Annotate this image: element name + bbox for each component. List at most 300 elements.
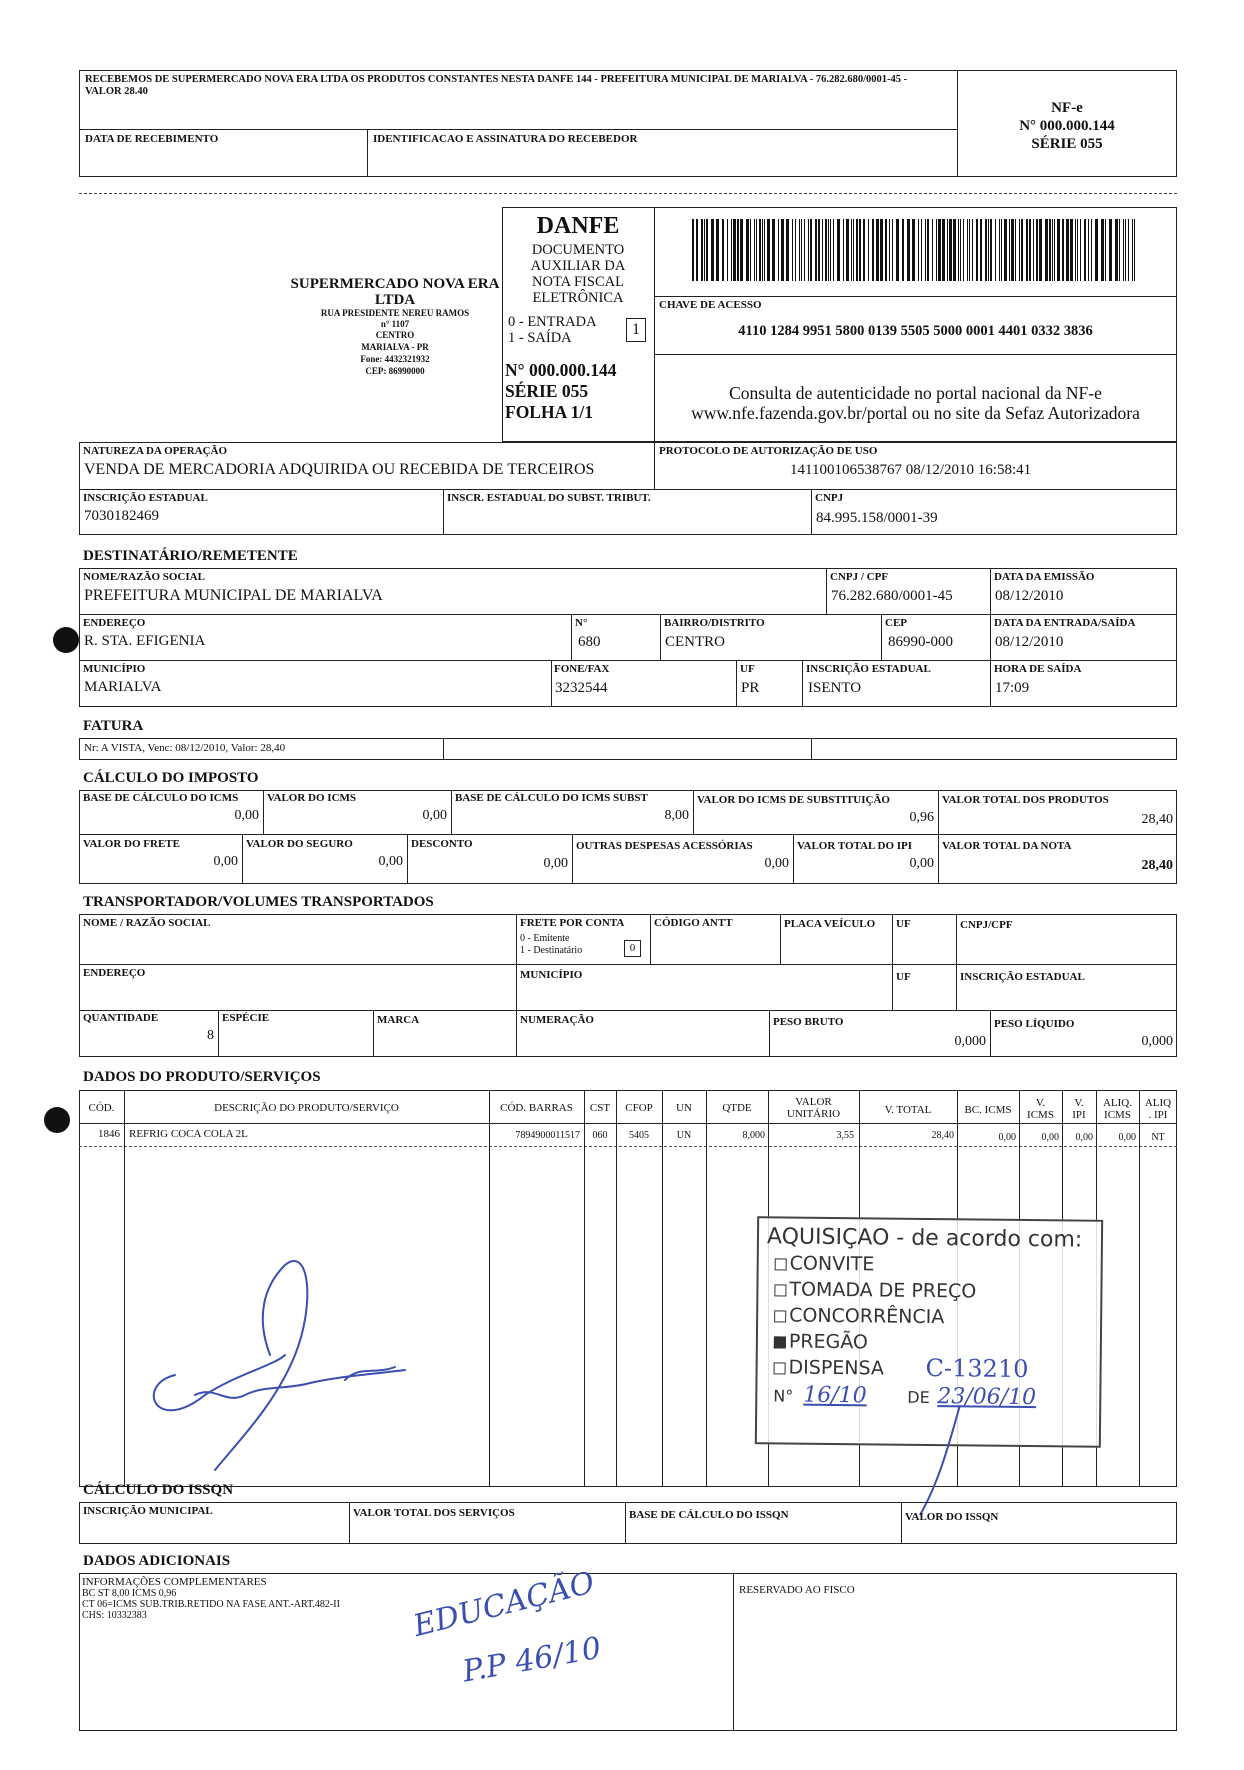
checkbox-icon (774, 1310, 786, 1322)
barcode-bar (711, 219, 714, 281)
icms-st-label: VALOR DO ICMS DE SUBSTITUIÇÃO (697, 794, 890, 806)
emitter-district: CENTRO (375, 330, 415, 340)
barcode-bar (804, 219, 805, 281)
cep-value: 86990-000 (888, 634, 953, 650)
transport-cnpj-label: CNPJ/CPF (960, 919, 1013, 931)
divider (811, 489, 812, 535)
barcode-bar (750, 219, 751, 281)
barcode-bar (851, 219, 852, 281)
issqn-base-label: BASE DE CÁLCULO DO ISSQN (629, 1509, 789, 1521)
barcode-bar (746, 219, 749, 281)
barcode-bar (938, 219, 941, 281)
barcode-bar (833, 219, 834, 281)
barcode-bar (1101, 219, 1104, 281)
frete-conta-label: FRETE POR CONTA (520, 917, 625, 929)
total-products-value: 28,40 (1141, 812, 1173, 827)
barcode (692, 219, 1140, 281)
uf-value: PR (741, 680, 760, 696)
ie-st-label: INSCR. ESTADUAL DO SUBST. TRIBUT. (447, 492, 651, 504)
transport-city-label: MUNICÍPIO (520, 969, 583, 981)
outras-label: OUTRAS DESPESAS ACESSÓRIAS (576, 840, 753, 852)
emitter-phone: Fone: 4432321932 (360, 354, 430, 364)
handwritten-note-2: P.P 46/10 (460, 1630, 604, 1690)
barcode-bar (856, 219, 858, 281)
punch-hole (44, 1107, 70, 1133)
col-aipi-1: ALIQ (1144, 1097, 1172, 1109)
receipt-nfe-number: N° 000.000.144 (1019, 118, 1115, 134)
divider (218, 1010, 219, 1057)
row-vtotal: 28,40 (931, 1130, 954, 1141)
handwritten-signature (135, 1245, 435, 1475)
divider (654, 354, 1177, 355)
issqn-block (79, 1502, 1177, 1544)
barcode-bar (985, 219, 987, 281)
divider (79, 489, 1177, 490)
divider (654, 442, 655, 490)
col-vunit-1: VALOR (795, 1096, 832, 1108)
divider (625, 1502, 626, 1544)
barcode-bar (853, 219, 854, 281)
divider (990, 568, 991, 707)
danfe-saida: 1 - SAÍDA (508, 330, 572, 346)
divider (124, 1090, 125, 1487)
col-aipi-2: . IPI (1148, 1109, 1168, 1121)
placa-label: PLACA VEÍCULO (784, 918, 876, 930)
row-vunit: 3,55 (836, 1130, 854, 1141)
antt-label: CÓDIGO ANTT (654, 917, 733, 929)
barcode-bar (1033, 219, 1034, 281)
barcode-bar (1084, 219, 1086, 281)
recipient-name-label: NOME/RAZÃO SOCIAL (83, 571, 205, 583)
divider (443, 489, 444, 535)
desconto-label: DESCONTO (411, 838, 473, 850)
barcode-bar (999, 219, 1000, 281)
row-cst: 060 (592, 1130, 608, 1141)
barcode-bar (1070, 219, 1073, 281)
emitter-cep: CEP: 86990000 (365, 366, 425, 376)
row-qtde: 8,000 (742, 1130, 765, 1141)
barcode-bar (1077, 219, 1078, 281)
barcode-bar (925, 219, 926, 281)
barcode-bar (1021, 219, 1023, 281)
barcode-bar (1128, 219, 1129, 281)
qty-value: 8 (207, 1028, 214, 1043)
barcode-bar (822, 219, 823, 281)
divider (349, 1502, 350, 1544)
entry-date-value: 08/12/2010 (995, 634, 1064, 650)
especie-label: ESPÉCIE (222, 1012, 270, 1024)
barcode-bar (863, 219, 865, 281)
desconto-value: 0,00 (543, 856, 568, 871)
row-cfop: 5405 (629, 1130, 649, 1141)
punch-hole (53, 627, 79, 653)
issqn-section-title: CÁLCULO DO ISSQN (83, 1482, 234, 1498)
protocolo-value: 141100106538767 08/12/2010 16:58:41 (790, 462, 1032, 478)
row-barras: 7894900011517 (515, 1130, 580, 1141)
cut-line (79, 193, 1177, 194)
stamp-de-label: DE (907, 1387, 930, 1408)
ie-label: INSCRIÇÃO ESTADUAL (83, 492, 208, 504)
divider (79, 614, 1177, 615)
barcode-bar (1001, 219, 1002, 281)
divider (780, 914, 781, 964)
barcode-bar (1029, 219, 1031, 281)
recipient-ie-label: INSCRIÇÃO ESTADUAL (806, 663, 931, 675)
divider (736, 660, 737, 707)
barcode-bar (737, 219, 739, 281)
col-aicms-2: ICMS (1104, 1109, 1131, 1121)
stamp-ref: C-13210 (925, 1353, 1029, 1384)
barcode-bar (1062, 219, 1064, 281)
barcode-bar (759, 219, 761, 281)
col-un: UN (676, 1102, 692, 1114)
row-un: UN (676, 1130, 692, 1141)
barcode-bar (972, 219, 973, 281)
col-qtde: QTDE (722, 1102, 752, 1114)
products-section-title: DADOS DO PRODUTO/SERVIÇOS (83, 1069, 321, 1085)
total-nota-label: VALOR TOTAL DA NOTA (942, 840, 1072, 852)
address-number-label: N° (575, 617, 588, 629)
city-value: MARIALVA (84, 679, 162, 695)
col-vipi-2: IPI (1072, 1109, 1086, 1121)
barcode-bar (932, 219, 933, 281)
barcode-bar (949, 219, 952, 281)
stamp-line-3-wrap (774, 1278, 976, 1302)
checkbox-icon (775, 1258, 787, 1270)
barcode-bar (786, 219, 789, 281)
recipient-cnpj-value: 76.282.680/0001-45 (831, 588, 953, 604)
consult-line-1: Consulta de autenticidade no portal nacional da NF-e (729, 383, 1102, 403)
divider (769, 1010, 770, 1057)
stamp-line-5: PREGÃO (788, 1330, 869, 1354)
barcode-bar (1123, 219, 1124, 281)
transport-uf2-label: UF (896, 971, 911, 983)
barcode-bar (907, 219, 910, 281)
barcode-bar (868, 219, 869, 281)
barcode-bar (754, 219, 755, 281)
ie-value: 7030182469 (84, 508, 159, 524)
col-vicms-1: V. (1035, 1097, 1046, 1109)
barcode-bar (990, 219, 992, 281)
icms-st-value: 0,96 (909, 810, 934, 825)
barcode-bar (830, 219, 831, 281)
peso-bruto-value: 0,000 (954, 1034, 986, 1049)
stamp-line-2-wrap (775, 1252, 875, 1275)
entry-date-label: DATA DA ENTRADA/SAÍDA (994, 617, 1136, 629)
barcode-bar (892, 219, 893, 281)
barcode-bar (801, 219, 802, 281)
divider (551, 660, 552, 707)
frete-value-box: 0 (624, 940, 641, 957)
divider (1139, 1090, 1140, 1487)
barcode-bar (772, 219, 775, 281)
divider (373, 1010, 374, 1057)
stamp-line-4: CONCORRÊNCIA (789, 1304, 945, 1329)
recipient-section-title: DESTINATÁRIO/REMETENTE (83, 548, 298, 564)
row-vipi: 0,00 (1075, 1132, 1093, 1143)
barcode-bar (722, 219, 724, 281)
handwritten-note-1: EDUCAÇÃO (410, 1565, 599, 1644)
exit-time-value: 17:09 (995, 680, 1030, 696)
barcode-bar (781, 219, 784, 281)
divider (881, 614, 882, 660)
danfe-subtitle: DOCUMENTO AUXILIAR DA NOTA FISCAL ELETRÔNICA (530, 242, 626, 306)
divider (79, 660, 1177, 661)
barcode-bar (885, 219, 887, 281)
col-vtotal: V. TOTAL (884, 1104, 932, 1116)
barcode-bar (1095, 219, 1098, 281)
col-vicms-2: ICMS (1027, 1109, 1054, 1121)
icms-value: 0,00 (422, 808, 447, 823)
col-cod: CÓD. (88, 1102, 115, 1114)
icms-label: VALOR DO ICMS (267, 792, 357, 804)
frete-value: 0,00 (213, 854, 238, 869)
district-label: BAIRRO/DISTRITO (664, 617, 765, 629)
emitter-name: SUPERMERCADO NOVA ERA LTDA (290, 276, 500, 308)
district-value: CENTRO (665, 634, 725, 650)
city-label: MUNICÍPIO (83, 663, 146, 675)
barcode-bar (1004, 219, 1007, 281)
stamp-n-value: 16/10 (803, 1382, 867, 1409)
row-aipi: NT (1151, 1132, 1165, 1143)
checkbox-icon (774, 1362, 786, 1374)
cnpj-value: 84.995.158/0001-39 (816, 510, 938, 526)
danfe-type-box: 1 (626, 318, 646, 342)
row-cod: 1846 (98, 1128, 120, 1140)
cep-label: CEP (885, 617, 907, 629)
stamp-line-6-wrap (774, 1356, 885, 1379)
recipient-ie-value: ISENTO (808, 680, 862, 696)
stamp-de-value: 23/06/10 (937, 1384, 1037, 1411)
danfe-entrada: 0 - ENTRADA (508, 314, 597, 330)
transport-ie-label: INSCRIÇÃO ESTADUAL (960, 971, 1085, 983)
divider (662, 1090, 663, 1487)
divider (443, 738, 444, 760)
barcode-bar (947, 219, 948, 281)
frete-option-0: 0 - Emitente (520, 933, 570, 944)
divider (79, 129, 958, 130)
transport-uf-label: UF (896, 918, 911, 930)
frete-label: VALOR DO FRETE (83, 838, 180, 850)
receipt-date-label: DATA DE RECEBIMENTO (85, 133, 219, 145)
barcode-bar (762, 219, 763, 281)
divider (650, 914, 651, 964)
barcode-bar (767, 219, 770, 281)
barcode-bar (918, 219, 919, 281)
row-aicms: 0,00 (1118, 1132, 1136, 1143)
stamp-line-1: AQUISIÇAO - de acordo com: (766, 1224, 1083, 1253)
base-st-label: BASE DE CÁLCULO DO ICMS SUBST (455, 792, 648, 804)
phone-value: 3232544 (555, 680, 608, 696)
barcode-bar (1052, 219, 1053, 281)
receipt-nfe-label: NF-e (1051, 100, 1083, 116)
ipi-value: 0,00 (909, 856, 934, 871)
barcode-bar (872, 219, 874, 281)
barcode-bar (837, 219, 840, 281)
peso-bruto-label: PESO BRUTO (773, 1016, 844, 1028)
transport-address-label: ENDEREÇO (83, 967, 146, 979)
additional-section-title: DADOS ADICIONAIS (83, 1553, 231, 1569)
info-line-1: BC ST 8,00 ICMS 0,96 (82, 1588, 177, 1599)
barcode-bar (1075, 219, 1076, 281)
issqn-serv-label: VALOR TOTAL DOS SERVIÇOS (353, 1507, 515, 1519)
barcode-bar (1054, 219, 1055, 281)
frete-option-1: 1 - Destinatário (520, 945, 583, 956)
receipt-nfe-serie: SÉRIE 055 (1031, 136, 1103, 152)
barcode-bar (1019, 219, 1020, 281)
stamp-line-3: TOMADA DE PREÇO (789, 1278, 977, 1303)
barcode-bar (889, 219, 890, 281)
col-desc: DESCRIÇÃO DO PRODUTO/SERVIÇO (214, 1102, 399, 1114)
emitter-number: n° 1107 (380, 319, 410, 329)
receipt-text: RECEBEMOS DE SUPERMERCADO NOVA ERA LTDA OS PRODUTOS CONSTANTES NESTA DANFE 144 - PREFEITURA MUNICIPAL DE MARIALVA - 76.282.680/0001-45 - VALOR 28.40 (85, 74, 908, 97)
barcode-bar (876, 219, 879, 281)
divider (79, 1010, 1177, 1011)
seguro-label: VALOR DO SEGURO (246, 838, 353, 850)
barcode-bar (810, 219, 812, 281)
fisco-label: RESERVADO AO FISCO (739, 1584, 855, 1596)
barcode-bar (727, 219, 728, 281)
divider (242, 834, 243, 884)
divider (489, 1090, 490, 1487)
barcode-bar (1088, 219, 1089, 281)
barcode-bar (902, 219, 904, 281)
barcode-bar (1015, 219, 1016, 281)
stamp-line-2: CONVITE (789, 1252, 875, 1276)
phone-label: FONE/FAX (554, 663, 610, 675)
barcode-bar (799, 219, 800, 281)
divider (367, 129, 368, 177)
barcode-bar (1009, 219, 1010, 281)
barcode-bar (696, 219, 698, 281)
barcode-bar (967, 219, 968, 281)
divider (263, 790, 264, 834)
total-products-label: VALOR TOTAL DOS PRODUTOS (942, 794, 1109, 806)
emitter-street: RUA PRESIDENTE NEREU RAMOS (320, 308, 470, 318)
danfe-number: N° 000.000.144 (505, 360, 617, 380)
protocolo-label: PROTOCOLO DE AUTORIZAÇÃO DE USO (659, 445, 878, 457)
divider (516, 914, 517, 1057)
barcode-bar (701, 219, 703, 281)
barcode-bar (808, 219, 809, 281)
barcode-bar (1036, 219, 1038, 281)
barcode-bar (1039, 219, 1042, 281)
address-value: R. STA. EFIGENIA (84, 633, 206, 649)
cnpj-label: CNPJ (815, 492, 844, 504)
stamp-line-6: DISPENSA (788, 1356, 885, 1380)
info-line-3: CHS: 10332383 (82, 1610, 147, 1621)
barcode-bar (921, 219, 922, 281)
peso-liquido-value: 0,000 (1141, 1034, 1173, 1049)
qty-label: QUANTIDADE (83, 1012, 159, 1024)
divider (79, 964, 1177, 965)
barcode-bar (825, 219, 827, 281)
col-cfop: CFOP (625, 1102, 653, 1114)
barcode-bar (1091, 219, 1092, 281)
fatura-section-title: FATURA (83, 718, 144, 734)
barcode-bar (995, 219, 996, 281)
carrier-name-label: NOME / RAZÃO SOCIAL (83, 917, 211, 929)
barcode-bar (960, 219, 961, 281)
barcode-bar (1105, 219, 1106, 281)
barcode-bar (969, 219, 970, 281)
divider (572, 834, 573, 884)
marca-label: MARCA (377, 1014, 420, 1026)
barcode-bar (778, 219, 779, 281)
checked-checkbox-icon (774, 1336, 786, 1348)
address-label: ENDEREÇO (83, 617, 146, 629)
barcode-bar (704, 219, 705, 281)
divider (660, 614, 661, 660)
barcode-bar (896, 219, 899, 281)
barcode-bar (828, 219, 829, 281)
natureza-value: VENDA DE MERCADORIA ADQUIRIDA OU RECEBIDA DE TERCEIROS (84, 461, 595, 478)
col-barras: CÓD. BARRAS (500, 1102, 573, 1114)
divider (793, 834, 794, 884)
divider (616, 1090, 617, 1487)
divider (693, 790, 694, 834)
divider (79, 834, 1177, 835)
row-vicms: 0,00 (1041, 1132, 1059, 1143)
tax-section-title: CÁLCULO DO IMPOSTO (83, 770, 259, 786)
row-desc: REFRIG COCA COLA 2L (129, 1128, 248, 1140)
barcode-bar (1134, 219, 1135, 281)
divider (802, 660, 803, 707)
divider (571, 614, 572, 660)
exit-time-label: HORA DE SAÍDA (994, 663, 1082, 675)
access-key-value: 4110 1284 9951 5800 0139 5505 5000 0001 4401 0332 3836 (738, 323, 1093, 339)
col-bcicms: BC. ICMS (964, 1104, 1012, 1116)
barcode-bar (1132, 219, 1133, 281)
stamp-line-5-wrap (774, 1330, 868, 1353)
barcode-bar (716, 219, 719, 281)
barcode-bar (733, 219, 736, 281)
barcode-bar (1115, 219, 1118, 281)
barcode-bar (843, 219, 844, 281)
divider (892, 914, 893, 1010)
base-st-value: 8,00 (664, 808, 689, 823)
barcode-bar (936, 219, 937, 281)
barcode-bar (692, 219, 694, 281)
barcode-bar (942, 219, 945, 281)
col-vipi-1: V. (1074, 1097, 1084, 1109)
divider (79, 1146, 1177, 1147)
barcode-bar (912, 219, 915, 281)
danfe-folha: FOLHA 1/1 (505, 402, 593, 422)
barcode-bar (1066, 219, 1069, 281)
col-aicms-1: ALIQ. (1102, 1097, 1133, 1109)
fatura-value: Nr: A VISTA, Venc: 08/12/2010, Valor: 28,40 (84, 742, 286, 754)
danfe-title: DANFE (536, 213, 620, 239)
divider (811, 738, 812, 760)
total-nota-value: 28,40 (1141, 858, 1173, 873)
divider (956, 914, 957, 1010)
divider (407, 834, 408, 884)
emitter-city: MARIALVA - PR (361, 342, 429, 352)
transport-section-title: TRANSPORTADOR/VOLUMES TRANSPORTADOS (83, 894, 434, 910)
barcode-bar (953, 219, 956, 281)
issqn-valor-label: VALOR DO ISSQN (905, 1511, 999, 1523)
divider (733, 1573, 734, 1731)
stamp-n-label: N° (773, 1386, 794, 1406)
divider (584, 1090, 585, 1487)
emission-date-value: 08/12/2010 (995, 588, 1064, 604)
issqn-im-label: INSCRIÇÃO MUNICIPAL (83, 1505, 213, 1517)
divider (901, 1502, 902, 1544)
row-bcicms: 0,00 (998, 1132, 1016, 1143)
barcode-bar (1057, 219, 1060, 281)
emission-date-label: DATA DA EMISSÃO (994, 571, 1095, 583)
